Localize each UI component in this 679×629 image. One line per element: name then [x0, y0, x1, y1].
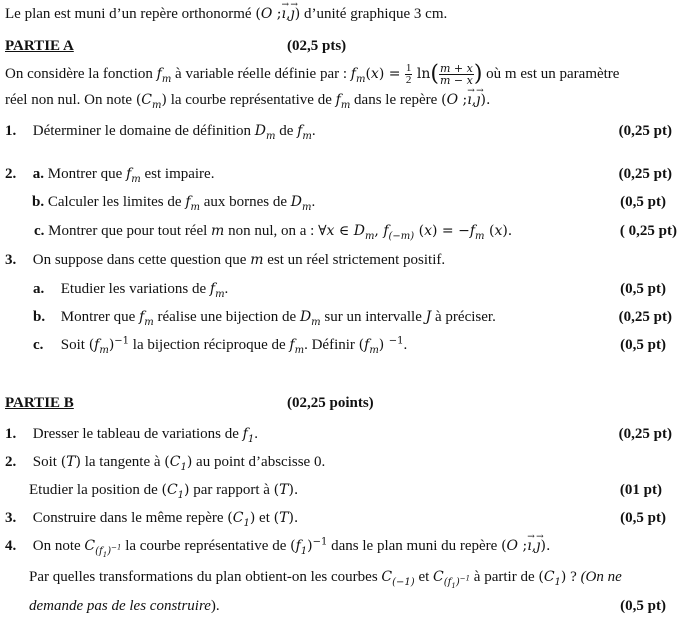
question-number: 3.: [5, 510, 17, 526]
question-a2b-points: (0,5 pt): [620, 194, 666, 210]
question-b1: 1. Dresser le tableau de variations de $f_1$.: [5, 426, 258, 445]
question-b3: 3. Construire dans le même repère $(C_1)$ et (T).: [5, 510, 299, 529]
formula: $f_m(x)$ = $\frac{1}{2}$ ln( $\frac{m + x}{m - x}$ ): [350, 61, 483, 87]
question-a2b: b. Calculer les limites de $f_m$ aux bornes de $D_m$.: [32, 194, 316, 213]
question-number: 2.: [5, 166, 17, 182]
def2-text-mid: la courbe représentative de: [170, 92, 332, 108]
question-number: 1.: [5, 123, 17, 139]
question-a1-points: (0,25 pt): [618, 123, 672, 139]
question-a3: 3. On suppose dans cette question que m est un réel strictement positif.: [5, 252, 446, 268]
part-b-title: PARTIE B: [5, 395, 74, 411]
def-text-after: où m est un paramètre: [486, 65, 620, 82]
part-a-points: (02,5 pts): [287, 38, 347, 54]
question-number: 2.: [5, 454, 17, 470]
question-a3a: a. Etudier les variations de $f_m$.: [33, 281, 229, 300]
question-a3a-points: (0,5 pt): [620, 281, 666, 297]
question-b4-continued: Par quelles transformations du plan obtient-on les courbes $C_{(-1)}$ et $C_{(f_1)^{-1}}$ à partir de $(C_1)$ ? (On ne: [29, 569, 622, 590]
question-number: 1.: [5, 426, 17, 442]
question-number: 3.: [5, 252, 17, 268]
question-letter: b.: [32, 194, 45, 210]
def-text: On considère la fonction: [5, 65, 153, 82]
question-b3-points: (0,5 pt): [620, 510, 666, 526]
question-b4-last-line: demande pas de les construire).: [29, 598, 220, 614]
part-b-points: (02,25 points): [287, 395, 374, 411]
def2-text-after: dans le repère: [354, 92, 438, 108]
intro-text: Le plan est muni d’un repère orthonormé: [5, 6, 252, 22]
frame-notation: (O ;ı →,ȷ →).: [441, 92, 490, 108]
question-number: 4.: [5, 538, 17, 554]
part-a-title: PARTIE A: [5, 38, 74, 54]
question-a3b: b. Montrer que $f_m$ réalise une bijection de $D_m$ sur un intervalle J à préciser.: [33, 309, 496, 328]
question-a2a-points: (0,25 pt): [618, 166, 672, 182]
def2-text: réel non nul. On note: [5, 92, 133, 108]
question-letter: a.: [32, 166, 44, 182]
question-a3c: c. Soit $(f_m)^{-1}$ la bijection réciproque de $f_m$. Définir $(f_m)$ $^{-1}$.: [33, 335, 408, 356]
question-letter: c.: [34, 223, 45, 239]
question-a2c: c. Montrer que pour tout réel m non nul, on a : ∀x ∈ $D_m$, $f_{(-m)}$ $(x) = -f_m$ (x).: [34, 223, 513, 242]
def-text-mid: à variable réelle définie par :: [175, 65, 348, 82]
frame-notation: (O ;ı →,ȷ →): [255, 6, 300, 22]
question-a1: 1. Déterminer le domaine de définition $D_m$ de $f_m$.: [5, 123, 316, 142]
question-text: Déterminer le domaine de définition: [32, 123, 252, 139]
question-letter: b.: [33, 309, 46, 325]
function-definition: [5, 63, 619, 86]
question-b2-continued: Etudier la position de $(C_1)$ par rapport à (T).: [29, 482, 299, 501]
question-b4: 4. On note $C_{(f_1)^{-1}}$ la courbe représentative de $(f_1)^{-1}$ dans le plan muni du repère (O ;ı →,ȷ →).: [5, 537, 550, 555]
question-b2: 2. Soit (T) la tangente à $(C_1)$ au point d’abscisse 0.: [5, 454, 326, 473]
question-letter: a.: [33, 281, 45, 297]
fm-symbol: $f_m$: [156, 65, 172, 85]
curve-definition: [5, 91, 490, 109]
question-letter: c.: [33, 337, 44, 353]
question-a2c-points: ( 0,25 pt): [619, 223, 677, 239]
question-b4-points: (0,5 pt): [620, 598, 666, 614]
question-a3b-points: (0,25 pt): [618, 309, 672, 325]
question-b1-points: (0,25 pt): [618, 426, 672, 442]
fm-symbol: $f_m$: [335, 92, 351, 111]
intro-unit-text: d’unité graphique 3 cm.: [303, 6, 448, 22]
question-b2-points: (01 pt): [619, 482, 662, 498]
intro-line: [5, 5, 447, 23]
cm-symbol: $(C_m)$: [135, 92, 167, 111]
question-a2a: 2. a. Montrer que $f_m$ est impaire.: [5, 166, 215, 185]
question-a3c-points: (0,5 pt): [620, 337, 666, 353]
